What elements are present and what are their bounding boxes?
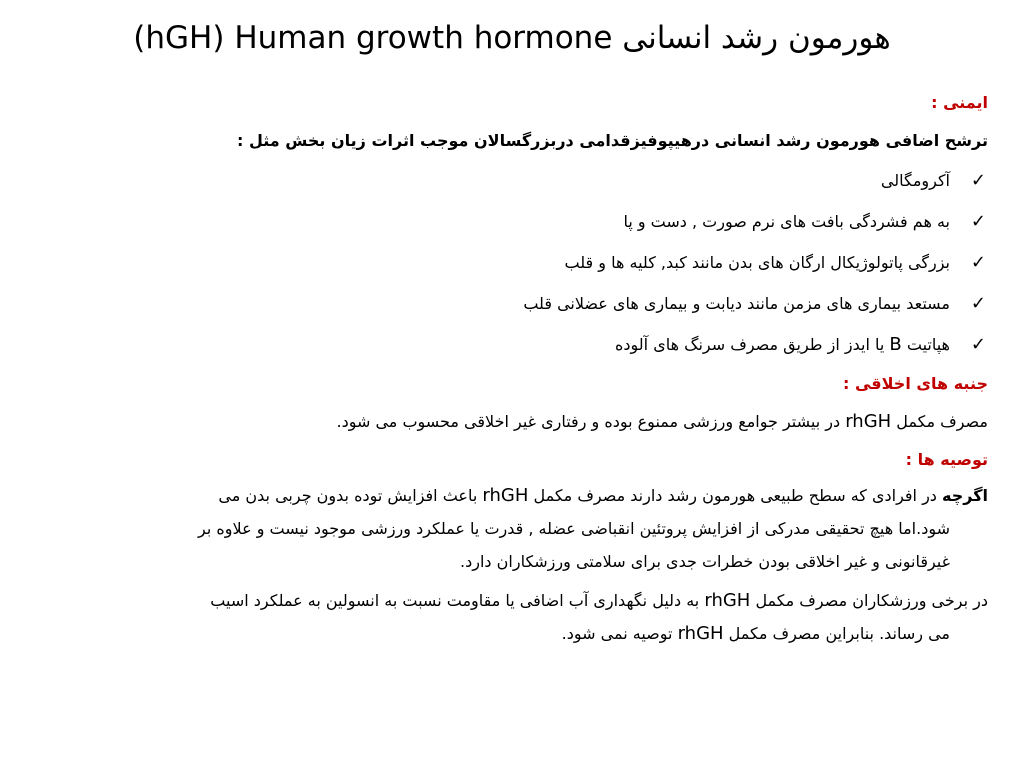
checklist-item — [70, 160, 988, 201]
checklist-item-text: به هم فشردگی بافت های نرم صورت , دست و پا — [623, 212, 950, 231]
recommendation-1-line-2: شود.اما هیچ تحقیقی مدرکی از افزایش پروتئین انقباضی عضله , قدرت یا عملکرد ورزشی موجود نیست و علاوه بر — [198, 519, 950, 538]
safety-intro: ترشح اضافی هورمون رشد انسانی درهیپوفیزقدامی دربزرگسالان موجب اثرات زیان بخش مثل : — [237, 131, 988, 150]
checklist-item-text: بزرگی پاتولوژیکال ارگان های بدن مانند کبد, کلیه ها و قلب — [564, 253, 950, 272]
recommendation-2-line-2 — [70, 617, 988, 650]
recommendation-1-text-b: باعث افزایش توده بدون چربی بدن می — [218, 486, 478, 505]
checklist-item — [70, 201, 988, 242]
checklist-item — [70, 324, 988, 365]
checkmark-icon: ✓ — [970, 211, 986, 232]
ethics-text — [70, 403, 988, 441]
checklist-item — [70, 283, 988, 324]
checkmark-icon: ✓ — [970, 293, 986, 314]
rhgh-term: rhGH — [482, 485, 529, 506]
checkmark-icon: ✓ — [970, 170, 986, 191]
ethics-heading: جنبه های اخلاقی : — [843, 374, 988, 393]
checkmark-icon: ✓ — [970, 252, 986, 273]
recommendation-paragraph-2 — [70, 584, 988, 650]
slide-title — [0, 14, 1024, 62]
recommendation-2-line-2-b: توصیه نمی شود. — [561, 624, 673, 643]
hepatitis-text-end: یا ایدز از طریق مصرف سرنگ های آلوده — [615, 335, 885, 354]
checklist-item-text: مستعد بیماری های مزمن مانند دیابت و بیماری های عضلانی قلب — [523, 294, 950, 313]
hepatitis-text-start: هپاتیت — [906, 335, 950, 354]
recommendation-2-line-2-a: می رساند. بنابراین مصرف مکمل — [728, 624, 950, 643]
rhgh-term: rhGH — [677, 623, 724, 644]
recommendation-bold-word: اگرچه — [942, 486, 988, 505]
checklist-item — [70, 242, 988, 283]
hepatitis-b-label: B — [889, 334, 902, 355]
recommendations-heading: توصیه ها : — [905, 450, 988, 469]
checkmark-icon: ✓ — [970, 334, 986, 355]
recommendation-1-text-a: در افرادی که سطح طبیعی هورمون رشد دارند مصرف مکمل — [533, 486, 937, 505]
checklist-item-text: آکرومگالی — [880, 171, 950, 190]
rhgh-term: rhGH — [845, 411, 892, 432]
recommendation-paragraph-1 — [70, 479, 988, 578]
rhgh-term: rhGH — [704, 590, 751, 611]
recommendation-2-text-a: در برخی ورزشکاران مصرف مکمل — [755, 591, 988, 610]
safety-heading: ایمنی : — [931, 93, 988, 112]
ethics-text-end: در بیشتر جوامع ورزشی ممنوع بوده و رفتاری غیر اخلاقی محسوب می شود. — [336, 412, 841, 431]
recommendation-2-text-b: به دلیل نگهداری آب اضافی یا مقاومت نسبت به انسولین به عملکرد اسیب — [210, 591, 700, 610]
title-english: (hGH) Human growth hormone — [133, 20, 613, 56]
recommendation-1-line-3: غیرقانونی و غیر اخلاقی بودن خطرات جدی برای سلامتی ورزشکاران دارد. — [460, 552, 950, 571]
ethics-text-start: مصرف مکمل — [896, 412, 988, 431]
title-persian: هورمون رشد انسانی — [622, 20, 891, 56]
slide-body — [70, 84, 988, 650]
